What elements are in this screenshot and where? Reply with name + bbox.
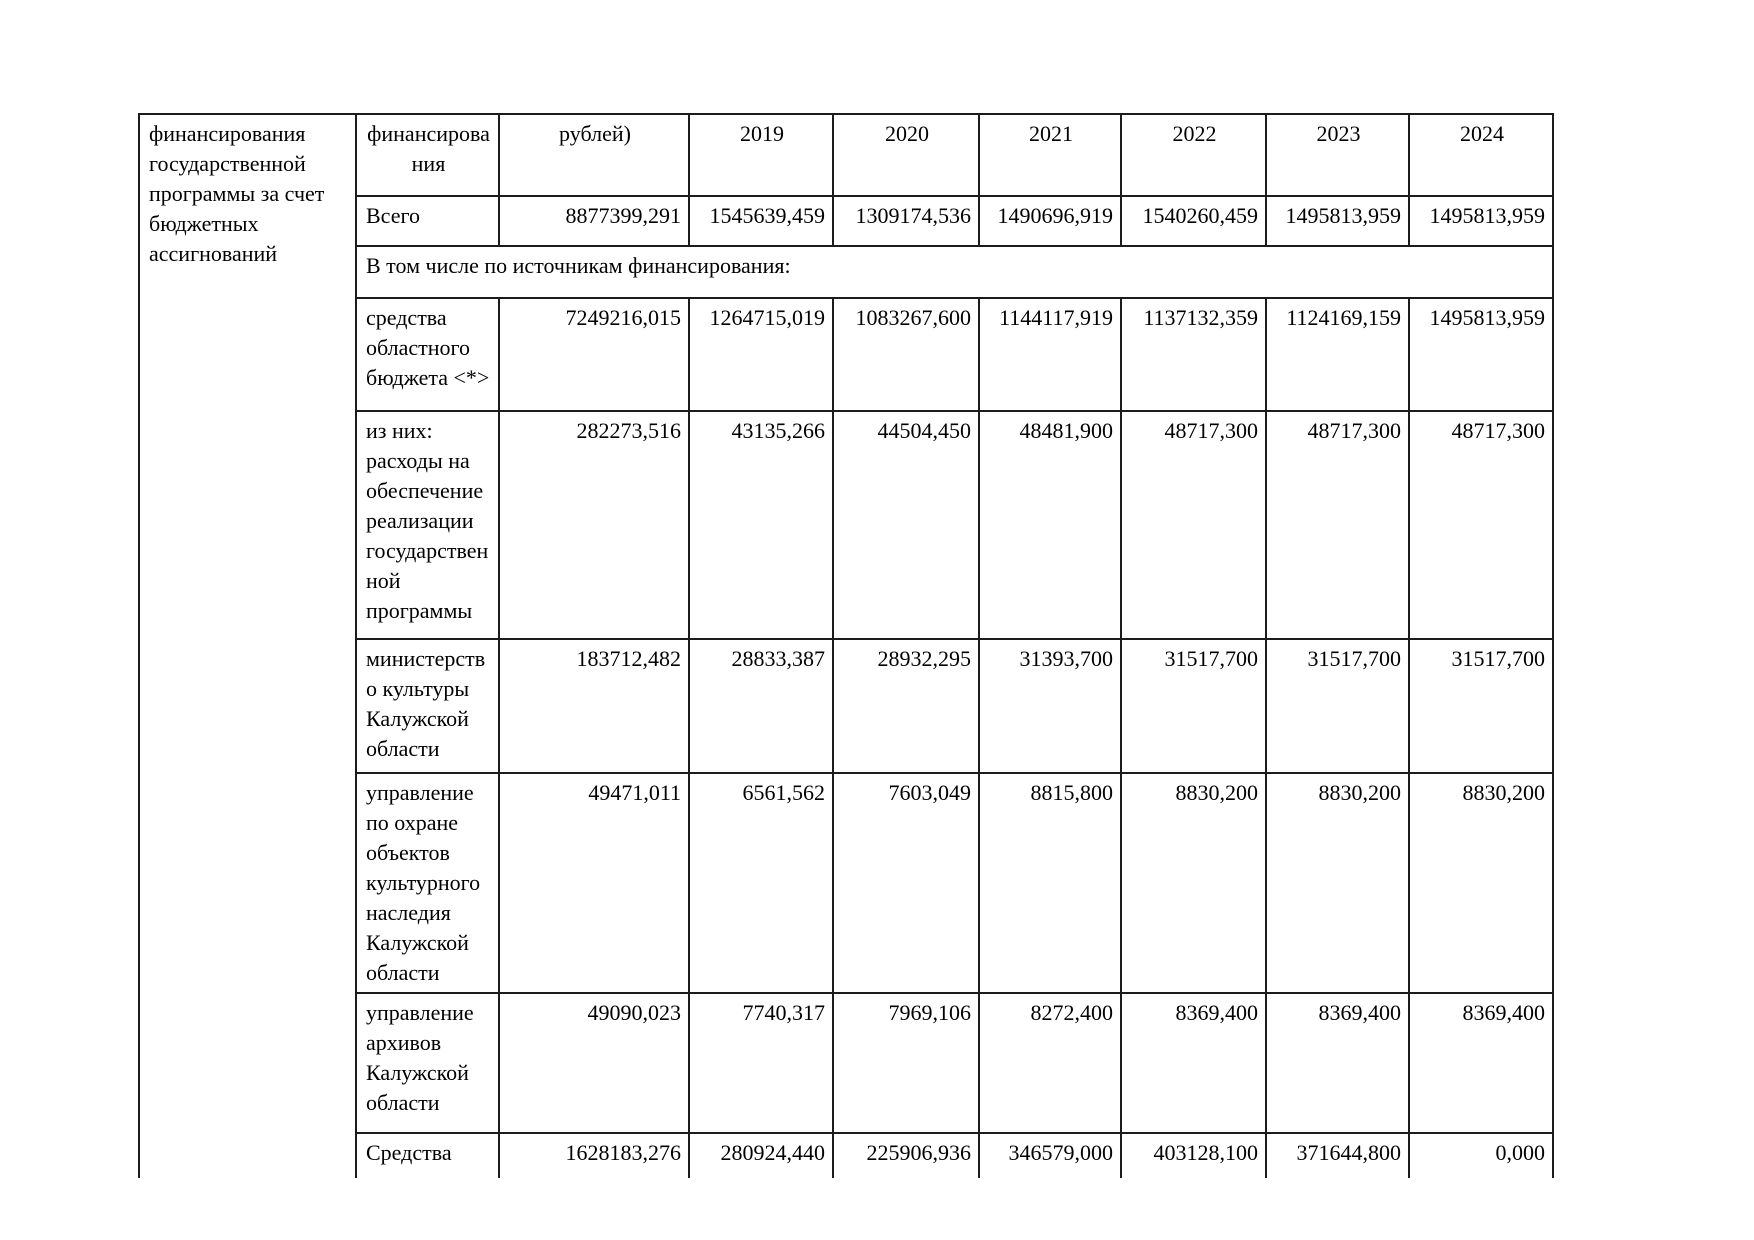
data-cell: 43135,266 — [689, 411, 833, 639]
data-cell: 48717,300 — [1409, 411, 1553, 639]
col-header-year-2020: 2020 — [833, 114, 979, 196]
data-cell: 28833,387 — [689, 639, 833, 773]
table-header-row — [139, 114, 1553, 196]
col-header-year-2021: 2021 — [979, 114, 1121, 196]
data-cell: 44504,450 — [833, 411, 979, 639]
data-cell: 31517,700 — [1266, 639, 1409, 773]
data-cell: 48717,300 — [1121, 411, 1266, 639]
data-cell: 7603,049 — [833, 773, 979, 993]
data-cell: 8877399,291 — [499, 196, 689, 246]
data-cell: 49471,011 — [499, 773, 689, 993]
data-cell: 6561,562 — [689, 773, 833, 993]
data-cell: 7740,317 — [689, 993, 833, 1133]
data-cell: 1490696,919 — [979, 196, 1121, 246]
data-cell: 28932,295 — [833, 639, 979, 773]
col-header-year-2024: 2024 — [1409, 114, 1553, 196]
data-cell: 8369,400 — [1409, 993, 1553, 1133]
data-cell: 1124169,159 — [1266, 298, 1409, 411]
col-header-source: финансирования — [356, 114, 499, 196]
col-header-year-2019: 2019 — [689, 114, 833, 196]
table-clip-region — [138, 113, 1558, 1178]
col-header-year-2022: 2022 — [1121, 114, 1266, 196]
data-cell: 8815,800 — [979, 773, 1121, 993]
data-cell: 8830,200 — [1266, 773, 1409, 993]
data-cell: 1545639,459 — [689, 196, 833, 246]
subheader-cell: В том числе по источникам финансирования: — [356, 246, 1553, 298]
data-cell: 225906,936 — [833, 1133, 979, 1178]
data-cell: 31517,700 — [1409, 639, 1553, 773]
data-cell: 8830,200 — [1121, 773, 1266, 993]
col-header-year-2023: 2023 — [1266, 114, 1409, 196]
data-cell: 7249216,015 — [499, 298, 689, 411]
row-label-heritage-protection: управление по охране объектов культурного наследия Калужской области — [356, 773, 499, 993]
data-cell: 0,000 — [1409, 1133, 1553, 1178]
data-cell: 49090,023 — [499, 993, 689, 1133]
data-cell: 183712,482 — [499, 639, 689, 773]
row-label-archives: управление архивов Калужской области — [356, 993, 499, 1133]
data-cell: 1083267,600 — [833, 298, 979, 411]
row-label-total: Всего — [356, 196, 499, 246]
data-cell: 8369,400 — [1266, 993, 1409, 1133]
data-cell: 8369,400 — [1121, 993, 1266, 1133]
data-cell: 1264715,019 — [689, 298, 833, 411]
data-cell: 282273,516 — [499, 411, 689, 639]
data-cell: 48717,300 — [1266, 411, 1409, 639]
data-cell: 48481,900 — [979, 411, 1121, 639]
data-cell: 403128,100 — [1121, 1133, 1266, 1178]
data-cell: 31517,700 — [1121, 639, 1266, 773]
col-header-amount: рублей) — [499, 114, 689, 196]
data-cell: 1540260,459 — [1121, 196, 1266, 246]
data-cell: 1495813,959 — [1266, 196, 1409, 246]
data-cell: 371644,800 — [1266, 1133, 1409, 1178]
data-cell: 31393,700 — [979, 639, 1121, 773]
financing-table — [138, 113, 1554, 1178]
row-label-oblast-budget: средства областного бюджета <*> — [356, 298, 499, 411]
data-cell: 1495813,959 — [1409, 298, 1553, 411]
data-cell: 1144117,919 — [979, 298, 1121, 411]
data-cell: 8272,400 — [979, 993, 1121, 1133]
data-cell: 1495813,959 — [1409, 196, 1553, 246]
data-cell: 7969,106 — [833, 993, 979, 1133]
left-note-cell: финансирования государственной программы за счет бюджетных ассигнований — [139, 114, 356, 1178]
data-cell: 1309174,536 — [833, 196, 979, 246]
data-cell: 346579,000 — [979, 1133, 1121, 1178]
row-label-sredstva: Средства — [356, 1133, 499, 1178]
row-label-culture-ministry: министерство культуры Калужской области — [356, 639, 499, 773]
data-cell: 280924,440 — [689, 1133, 833, 1178]
data-cell: 8830,200 — [1409, 773, 1553, 993]
data-cell: 1137132,359 — [1121, 298, 1266, 411]
data-cell: 1628183,276 — [499, 1133, 689, 1178]
row-label-program-implementation: из них: расходы на обеспечение реализации государственной программы — [356, 411, 499, 639]
